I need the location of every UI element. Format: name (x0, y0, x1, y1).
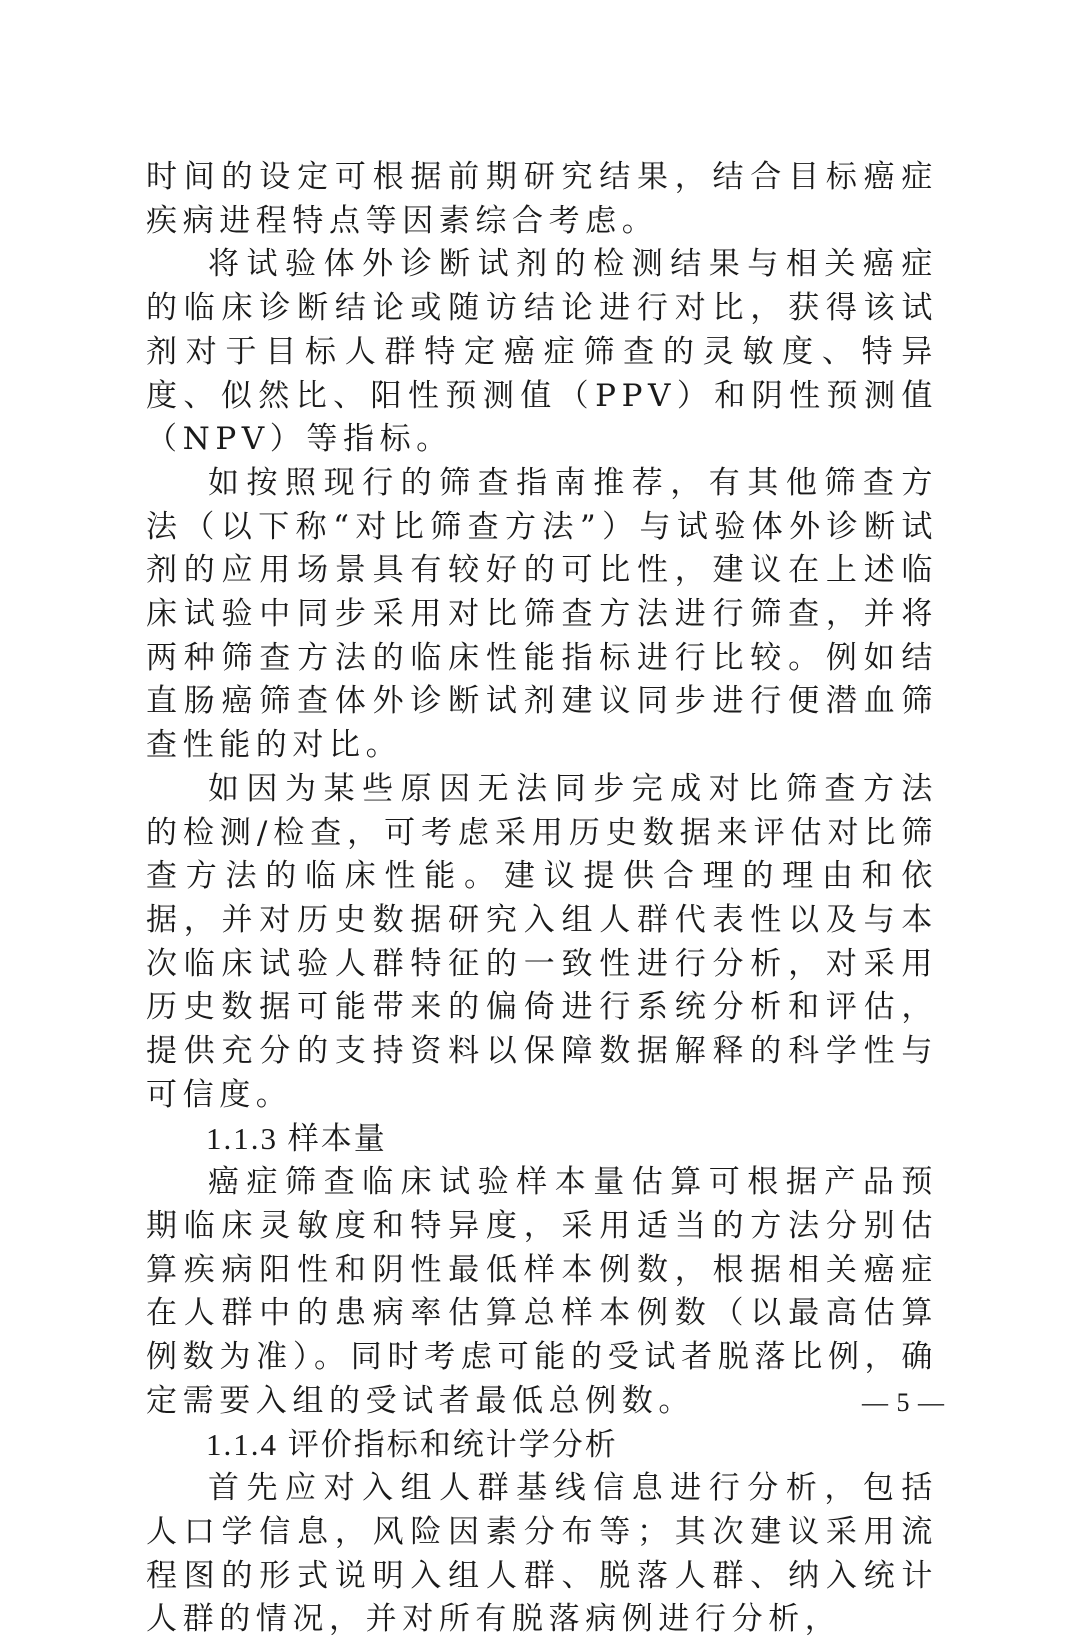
paragraph-comparison: 将试验体外诊断试剂的检测结果与相关癌症的临床诊断结论或随访结论进行对比，获得该试剂对于目标人群特定癌症筛查的灵敏度、特异度、似然比、阳性预测值（PPV）和阴性预测值（NPV）等指标。 (146, 246, 938, 458)
page-number: — 5 — (862, 1388, 945, 1417)
paragraph-sample-size: 癌症筛查临床试验样本量估算可根据产品预期临床灵敏度和特异度，采用适当的方法分别估算疾病阳性和阴性最低样本例数，根据相关癌症在人群中的患病率估算总样本例数（以最高估算例数为准）。同时考虑可能的受试者脱落比例，确定需要入组的受试者最低总例数。 (146, 1164, 938, 1419)
paragraph-historical-data: 如因为某些原因无法同步完成对比筛查方法的检测/检查，可考虑采用历史数据来评估对比筛查方法的临床性能。建议提供合理的理由和依据，并对历史数据研究入组人群代表性以及与本次临床试验人群特征的一致性进行分析，对采用历史数据可能带来的偏倚进行系统分析和评估，提供充分的支持资料以保障数据解释的科学性与可信度。 (146, 770, 938, 1113)
section-heading-evaluation: 1.1.4 评价指标和统计学分析 (206, 1427, 618, 1463)
paragraph-continuation: 时间的设定可根据前期研究结果，结合目标癌症疾病进程特点等因素综合考虑。 (146, 159, 938, 239)
section-heading-sample-size: 1.1.3 样本量 (206, 1121, 387, 1157)
document-body (146, 156, 938, 1642)
paragraph-comparison-method: 如按照现行的筛查指南推荐，有其他筛查方法（以下称“对比筛查方法”）与试验体外诊断试剂的应用场景具有较好的可比性，建议在上述临床试验中同步采用对比筛查方法进行筛查，并将两种筛查方法的临床性能指标进行比较。例如结直肠癌筛查体外诊断试剂建议同步进行便潜血筛查性能的对比。 (146, 464, 938, 764)
paragraph-evaluation: 首先应对入组人群基线信息进行分析，包括人口学信息，风险因素分布等；其次建议采用流程图的形式说明入组人群、脱落人群、纳入统计人群的情况，并对所有脱落病例进行分析， (146, 1470, 938, 1638)
